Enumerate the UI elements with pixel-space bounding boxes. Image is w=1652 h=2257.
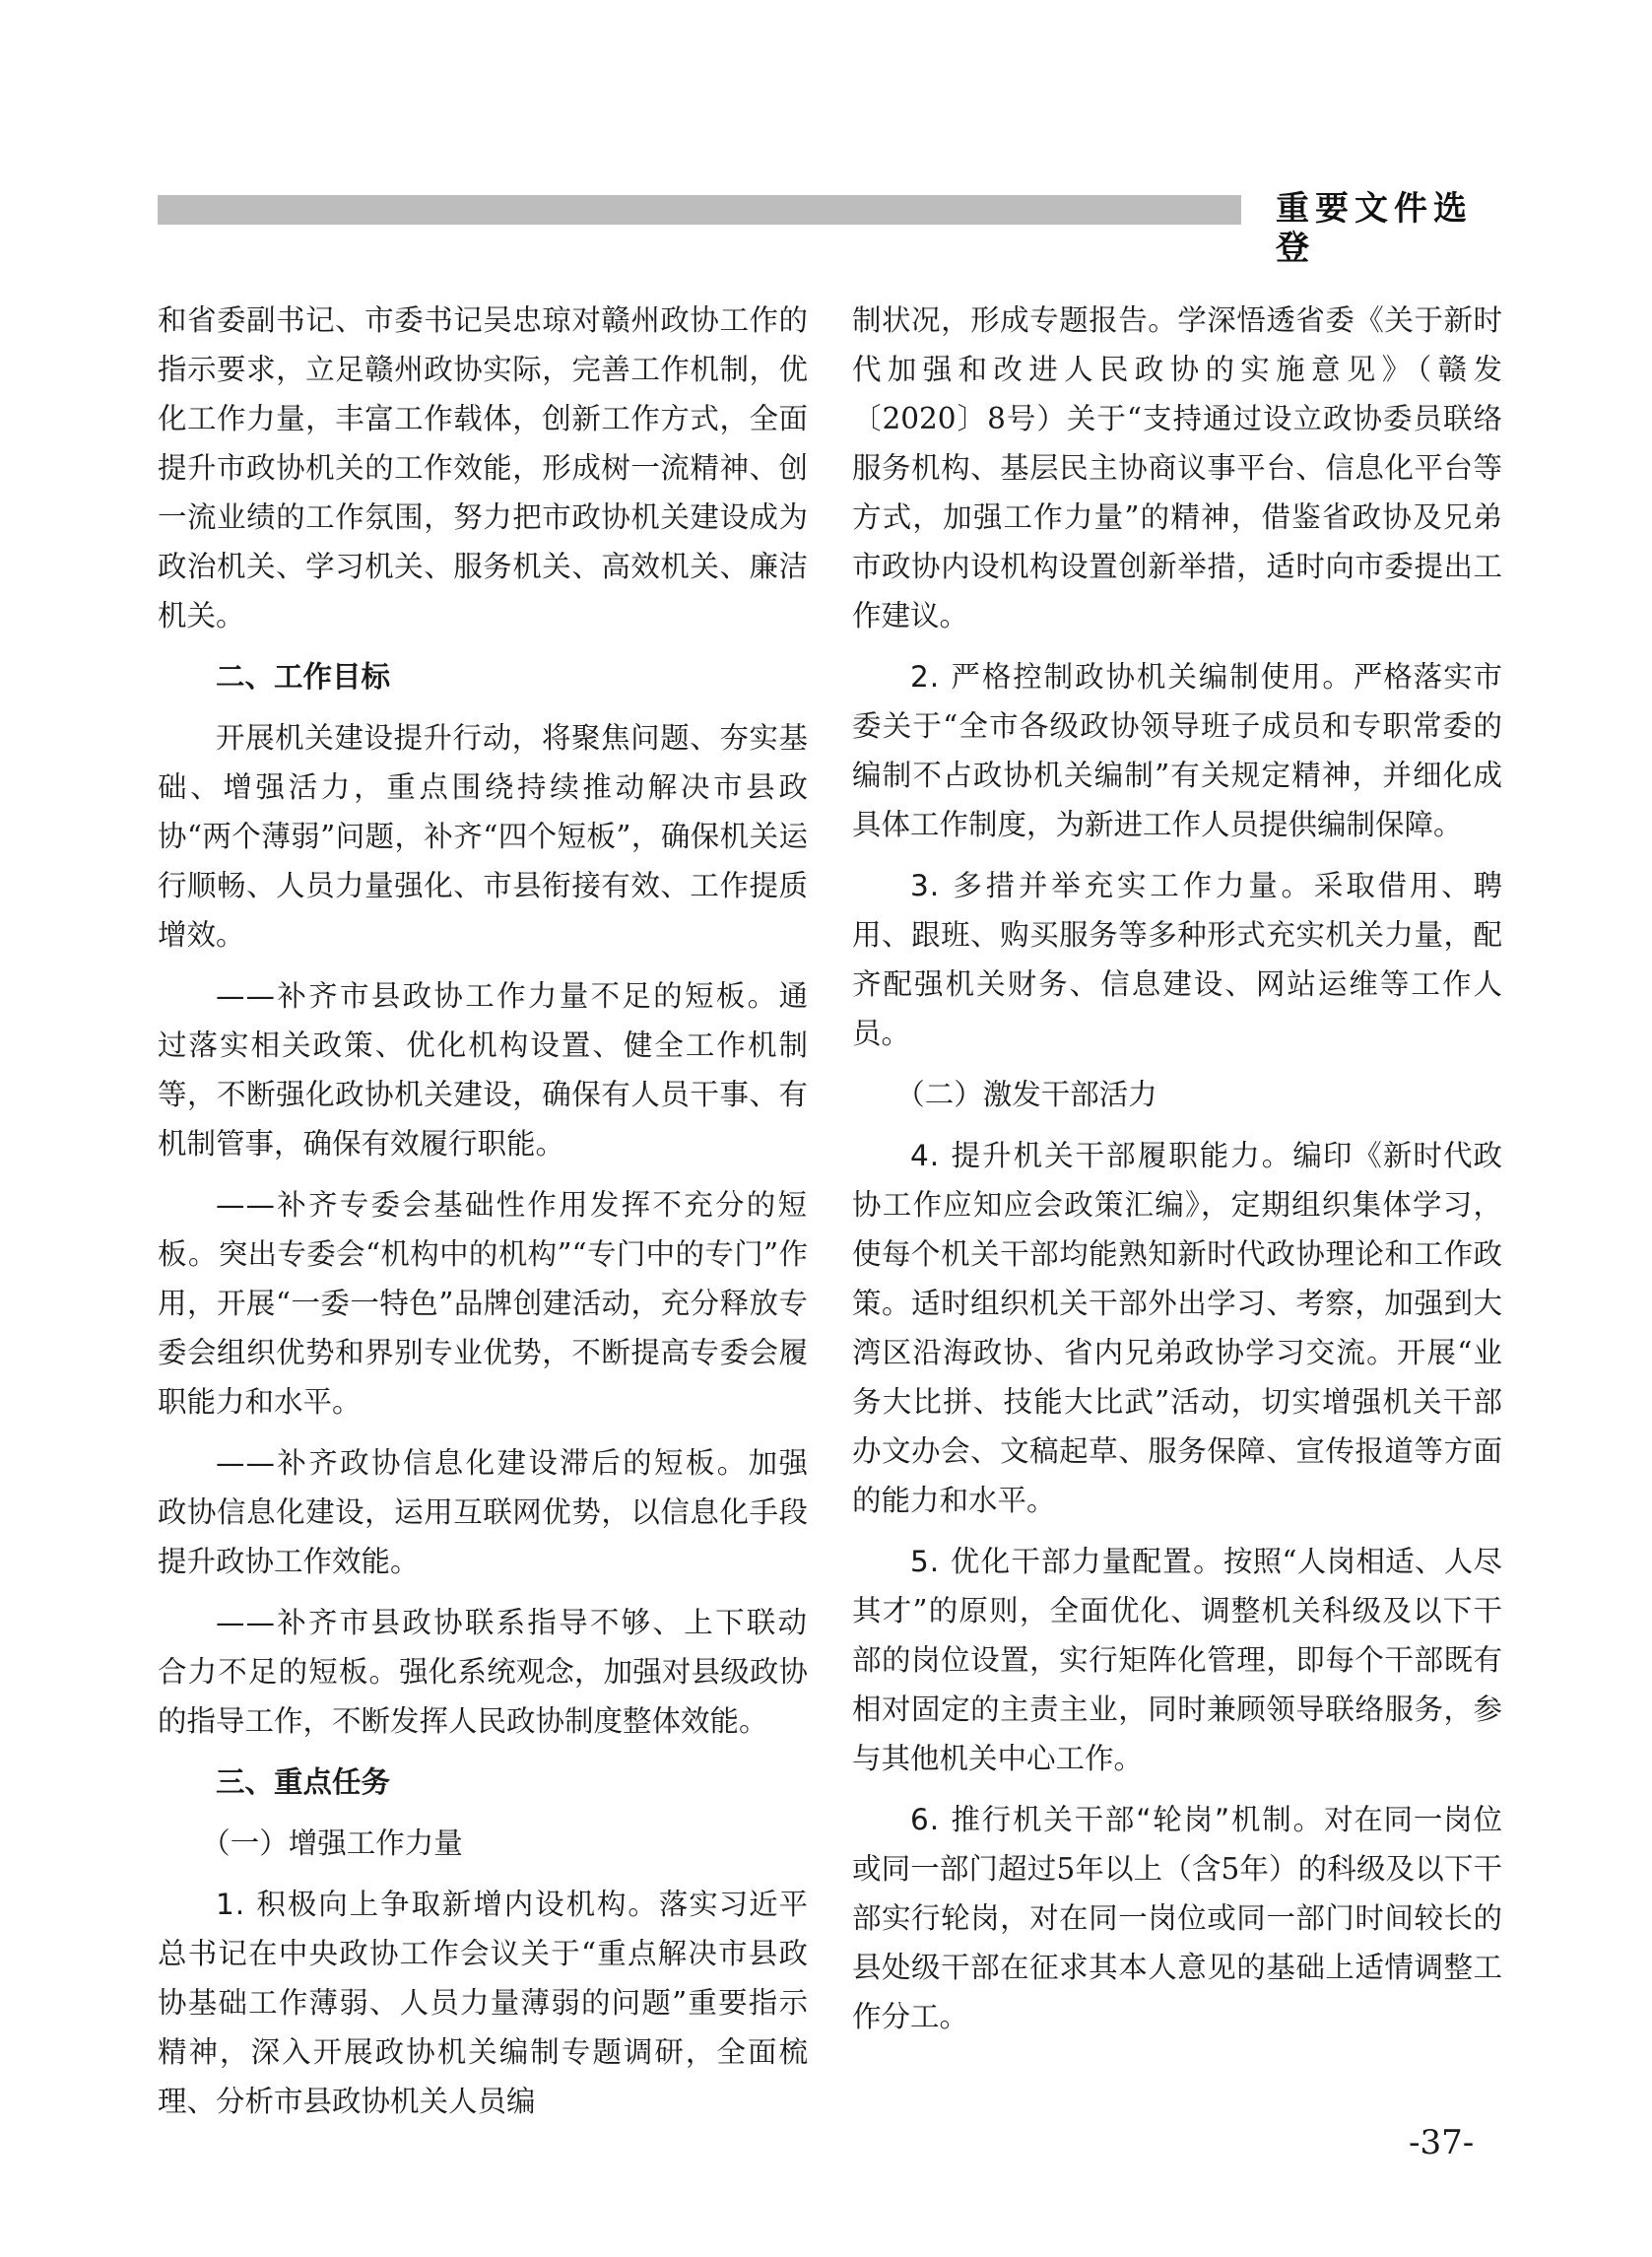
task-1-lead: 1. 积极向上争取新增内设机构。: [216, 1888, 659, 1921]
shortboard-2-lead: ——补齐专委会基础性作用发挥不充分的短板。: [158, 1188, 808, 1271]
task-2-lead: 2. 严格控制政协机关编制使用。: [910, 660, 1354, 694]
page-number: -37-: [1409, 2123, 1475, 2162]
paragraph-shortboard-2: [158, 1180, 808, 1427]
paragraph-task-5: [852, 1537, 1502, 1783]
shortboard-1-text: 通过落实相关政策、优化机构设置、健全工作机制等，不断强化政协机关建设，确保有人员干事、有机制管事，确保有效履行职能。: [158, 979, 808, 1161]
task-5-text: 按照“人岗相适、人尽其才”的原则，全面优化、调整机关科级及以下干部的岗位设置，实行矩阵化管理，即每个干部既有相对固定的主责主业，同时兼顾领导联络服务，参与其他机关中心工作。: [852, 1545, 1502, 1775]
right-column: [852, 296, 1502, 2053]
paragraph-task-3: [852, 861, 1502, 1058]
header-rule-bar: [158, 195, 1241, 225]
paragraph-task-1: [158, 1880, 808, 2126]
paragraph-task-6: [852, 1795, 1502, 2041]
task-3-lead: 3. 多措并举充实工作力量。: [910, 869, 1314, 902]
shortboard-4-text: 强化系统观念，加强对县级政协的指导工作，不断发挥人民政协制度整体效能。: [158, 1655, 808, 1738]
heading-work-goals: 二、工作目标: [216, 660, 391, 694]
paragraph-shortboard-1: [158, 971, 808, 1168]
task-1-text: 落实习近平总书记在中央政协工作会议关于“重点解决市县政协基础工作薄弱、人员力量薄弱的问题”重要指示精神，深入开展政协机关编制专题调研，全面梳理、分析市县政协机关人员编: [158, 1888, 808, 2118]
task-4-lead: 4. 提升机关干部履职能力。: [910, 1139, 1293, 1172]
shortboard-1-lead: ——补齐市县政协工作力量不足的短板。: [216, 979, 779, 1013]
task-6-text: 对在同一岗位或同一部门超过5年以上（含5年）的科级及以下干部实行轮岗，对在同一岗位或同一部门时间较长的县处级干部在征求其本人意见的基础上适情调整工作分工。: [852, 1803, 1502, 2033]
left-column: [158, 296, 808, 2138]
subheading-strengthen-workforce: （一）增强工作力量: [201, 1826, 463, 1860]
shortboard-4-lead: ——补齐市县政协联系指导不够、上下联动合力不足的短板。: [158, 1606, 808, 1689]
paragraph-work-goals: 开展机关建设提升行动，将聚焦问题、夯实基础、增强活力，重点围绕持续推动解决市县政协“两个薄弱”问题，补齐“四个短板”，确保机关运行顺畅、人员力量强化、市县衔接有效、工作提质增效。: [158, 721, 808, 952]
task-2-text: 严格落实市委关于“全市各级政协领导班子成员和专职常委的编制不占政协机关编制”有关规定精神，并细化成具体工作制度，为新进工作人员提供编制保障。: [852, 660, 1502, 841]
task-6-lead: 6. 推行机关干部“轮岗”机制。: [910, 1803, 1324, 1836]
paragraph-shortboard-3: [158, 1438, 808, 1586]
paragraph-task-4: [852, 1131, 1502, 1525]
task-4-text: 编印《新时代政协工作应知应会政策汇编》，定期组织集体学习，使每个机关干部均能熟知新时代政协理论和工作政策。适时组织机关干部外出学习、考察，加强到大湾区沿海政协、省内兄弟政协学习交流。开展“业务大比拼、技能大比武”活动，切实增强机关干部办文办会、文稿起草、服务保障、宣传报道等方面的能力和水平。: [852, 1139, 1502, 1517]
shortboard-3-lead: ——补齐政协信息化建设滞后的短板。: [216, 1446, 749, 1480]
heading-key-tasks: 三、重点任务: [216, 1765, 391, 1799]
paragraph-shortboard-4: [158, 1598, 808, 1746]
paragraph-intro-continued: 和省委副书记、市委书记吴忠琼对赣州政协工作的指示要求，立足赣州政协实际，完善工作机制，优化工作力量，丰富工作载体，创新工作方式，全面提升市政协机关的工作效能，形成树一流精神、创一流业绩的工作氛围，努力把市政协机关建设成为政治机关、学习机关、服务机关、高效机关、廉洁机关。: [158, 303, 808, 632]
paragraph-task-2: [852, 652, 1502, 849]
task-5-lead: 5. 优化干部力量配置。: [910, 1545, 1223, 1578]
paragraph-task-1-continued: 制状况，形成专题报告。学深悟透省委《关于新时代加强和改进人民政协的实施意见》（赣发〔2020〕8号）关于“支持通过设立政协委员联络服务机构、基层民主协商议事平台、信息化平台等方式，加强工作力量”的精神，借鉴省政协及兄弟市政协内设机构设置创新举措，适时向市委提出工作建议。: [852, 303, 1502, 632]
shortboard-2-text: 突出专委会“机构中的机构”“专门中的专门”作用，开展“一委一特色”品牌创建活动，充分释放专委会组织优势和界别专业优势，不断提高专委会履职能力和水平。: [158, 1237, 808, 1419]
shortboard-3-text: 加强政协信息化建设，运用互联网优势，以信息化手段提升政协工作效能。: [158, 1446, 808, 1578]
section-title: 重要文件选登: [1276, 189, 1473, 268]
subheading-motivate-cadres: （二）激发干部活力: [895, 1078, 1157, 1111]
task-3-text: 采取借用、聘用、跟班、购买服务等多种形式充实机关力量，配齐配强机关财务、信息建设、网站运维等工作人员。: [852, 869, 1502, 1050]
